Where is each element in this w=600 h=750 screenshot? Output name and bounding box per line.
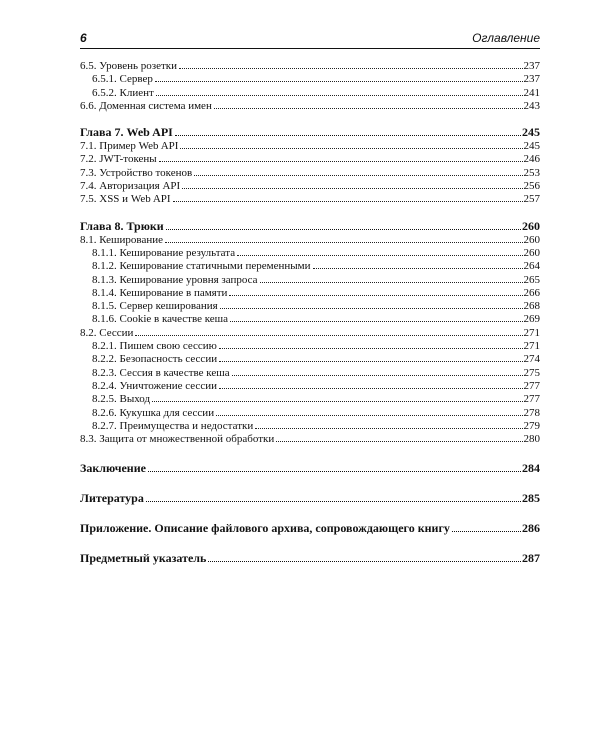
running-title: Оглавление (472, 31, 540, 45)
toc-entry-page: 278 (523, 406, 540, 419)
toc-entry (80, 73, 540, 86)
toc-entry-label: 6.6. Доменная система имен (80, 99, 212, 112)
dot-leader (166, 229, 521, 230)
toc-chapter-entry (80, 461, 540, 476)
toc-entry-label: 8.2.4. Уничтожение сессии (92, 379, 217, 392)
toc-entry (80, 167, 540, 180)
dot-leader (165, 242, 523, 243)
toc-entry-label: 8.1.6. Cookie в качестве кеша (92, 313, 229, 326)
toc-entry-page: 237 (523, 60, 540, 72)
toc-entry-label: 8.2.6. Кукушка для сессии (92, 406, 215, 419)
dot-leader (182, 188, 522, 189)
header-rule (80, 48, 540, 49)
toc-entry-page: 285 (522, 491, 540, 506)
dot-leader (237, 255, 522, 256)
toc-entry-label: 7.2. JWT-токены (80, 153, 157, 166)
toc-entry-page: 271 (523, 326, 540, 339)
toc-chapter-entry (80, 521, 540, 536)
toc-entry (80, 100, 540, 113)
toc-chapter-entry (80, 219, 540, 234)
toc-entry (80, 340, 540, 353)
toc-entry-page: 265 (523, 273, 540, 286)
toc-entry (80, 153, 540, 166)
toc-entry-page: 243 (523, 99, 540, 112)
toc-entry-label: Заключение (80, 461, 146, 476)
toc-entry (80, 313, 540, 326)
toc-entry-label: Приложение. Описание файлового архива, сопровождающего книгу (80, 521, 450, 536)
dot-leader (194, 175, 522, 176)
dot-leader (229, 295, 522, 296)
dot-leader (180, 148, 522, 149)
toc-entry (80, 287, 540, 300)
toc-entry-page: 260 (523, 233, 540, 246)
toc-entry-page: 271 (523, 340, 540, 353)
toc-entry-page: 245 (523, 140, 540, 153)
dot-leader (255, 428, 522, 429)
toc-entry-page: 279 (523, 419, 540, 432)
toc-entry (80, 407, 540, 420)
toc-entry (80, 353, 540, 366)
dot-leader (173, 201, 523, 202)
toc-entry-label: 8.2.5. Выход (92, 393, 151, 406)
toc-entry (80, 87, 540, 100)
toc-entry-label: 6.5.2. Клиент (92, 86, 154, 99)
dot-leader (230, 321, 522, 322)
toc-entry-label: 8.1.5. Сервер кеширования (92, 300, 218, 313)
toc-entry-page: 257 (523, 193, 540, 206)
dot-leader (219, 361, 522, 362)
toc-entry-label: 8.2.3. Сессия в качестве кеша (92, 366, 230, 379)
toc-entry-page: 245 (522, 125, 540, 140)
dot-leader (148, 471, 521, 472)
dot-leader (260, 282, 523, 283)
toc-entry-label: 7.5. XSS и Web API (80, 193, 171, 206)
toc-entry-label: 8.1.3. Кеширование уровня запроса (92, 273, 258, 286)
toc-entry (80, 433, 540, 446)
dot-leader (216, 415, 522, 416)
toc-entry-page: 274 (523, 353, 540, 366)
toc-entry (80, 327, 540, 340)
toc-entry (80, 300, 540, 313)
toc-entry-page: 277 (523, 379, 540, 392)
page-number: 6 (80, 31, 87, 45)
toc-entry-page: 241 (523, 86, 540, 99)
dot-leader (313, 268, 523, 269)
dot-leader (179, 68, 522, 69)
dot-leader (214, 108, 523, 109)
toc-chapter-entry (80, 551, 540, 566)
toc-entry (80, 60, 540, 73)
toc-entry-page: 277 (523, 393, 540, 406)
toc-entry (80, 193, 540, 206)
dot-leader (219, 348, 523, 349)
dot-leader (208, 561, 521, 562)
toc-entry-page: 266 (523, 286, 540, 299)
toc-entry-page: 260 (523, 246, 540, 259)
toc-entry (80, 420, 540, 433)
dot-leader (159, 161, 523, 162)
page-header (80, 31, 540, 47)
toc-entry-page: 284 (522, 461, 540, 476)
toc-entry-label: Глава 7. Web API (80, 125, 173, 140)
toc-entry-label: 8.2.1. Пишем свою сессию (92, 340, 217, 353)
toc-entry (80, 260, 540, 273)
toc-entry (80, 140, 540, 153)
toc-entry-page: 287 (522, 551, 540, 566)
toc-chapter-entry (80, 491, 540, 506)
dot-leader (156, 95, 523, 96)
toc-entry-page: 260 (522, 218, 540, 233)
dot-leader (152, 401, 522, 402)
dot-leader (146, 501, 521, 502)
toc-entry (80, 234, 540, 247)
dot-leader (155, 81, 523, 82)
toc-entry-page: 253 (523, 166, 540, 179)
dot-leader (219, 388, 523, 389)
toc-entry (80, 380, 540, 393)
toc-entry-label: 7.3. Устройство токенов (80, 166, 193, 179)
toc-entry-page: 268 (523, 300, 540, 313)
table-of-contents (80, 60, 540, 566)
toc-entry-label: 8.2. Сессии (80, 326, 134, 339)
toc-entry-label: 7.1. Пример Web API (80, 140, 179, 153)
toc-entry-page: 269 (523, 313, 540, 326)
toc-entry-label: 6.5.1. Сервер (92, 73, 153, 86)
toc-entry-page: 246 (523, 153, 540, 166)
toc-entry (80, 367, 540, 380)
toc-entry (80, 180, 540, 193)
toc-entry-label: 6.5. Уровень розетки (80, 60, 178, 72)
toc-entry-page: 286 (522, 521, 540, 536)
dot-leader (175, 135, 521, 136)
toc-entry-page: 237 (523, 73, 540, 86)
dot-leader (220, 308, 523, 309)
toc-entry-page: 280 (523, 433, 540, 446)
toc-entry (80, 247, 540, 260)
toc-entry-label: 7.4. Авторизация API (80, 180, 181, 193)
dot-leader (135, 335, 522, 336)
toc-entry-label: 8.1.4. Кеширование в памяти (92, 286, 228, 299)
dot-leader (452, 531, 521, 532)
dot-leader (232, 375, 523, 376)
toc-entry-label: Предметный указатель (80, 551, 207, 566)
toc-entry-label: Литература (80, 491, 144, 506)
toc-entry-label: 8.2.7. Преимущества и недостатки (92, 419, 254, 432)
toc-entry-page: 256 (523, 180, 540, 193)
toc-entry-label: Глава 8. Трюки (80, 218, 164, 233)
toc-chapter-entry (80, 125, 540, 140)
toc-entry-label: 8.2.2. Безопасность сессии (92, 353, 218, 366)
toc-entry-label: 8.1. Кеширование (80, 233, 163, 246)
toc-entry (80, 274, 540, 287)
toc-entry-label: 8.1.2. Кеширование статичными переменными (92, 260, 311, 273)
toc-entry-label: 8.1.1. Кеширование результата (92, 246, 236, 259)
toc-entry (80, 393, 540, 406)
dot-leader (276, 441, 522, 442)
toc-entry-page: 275 (523, 366, 540, 379)
toc-entry-page: 264 (523, 260, 540, 273)
toc-entry-label: 8.3. Защита от множественной обработки (80, 433, 275, 446)
